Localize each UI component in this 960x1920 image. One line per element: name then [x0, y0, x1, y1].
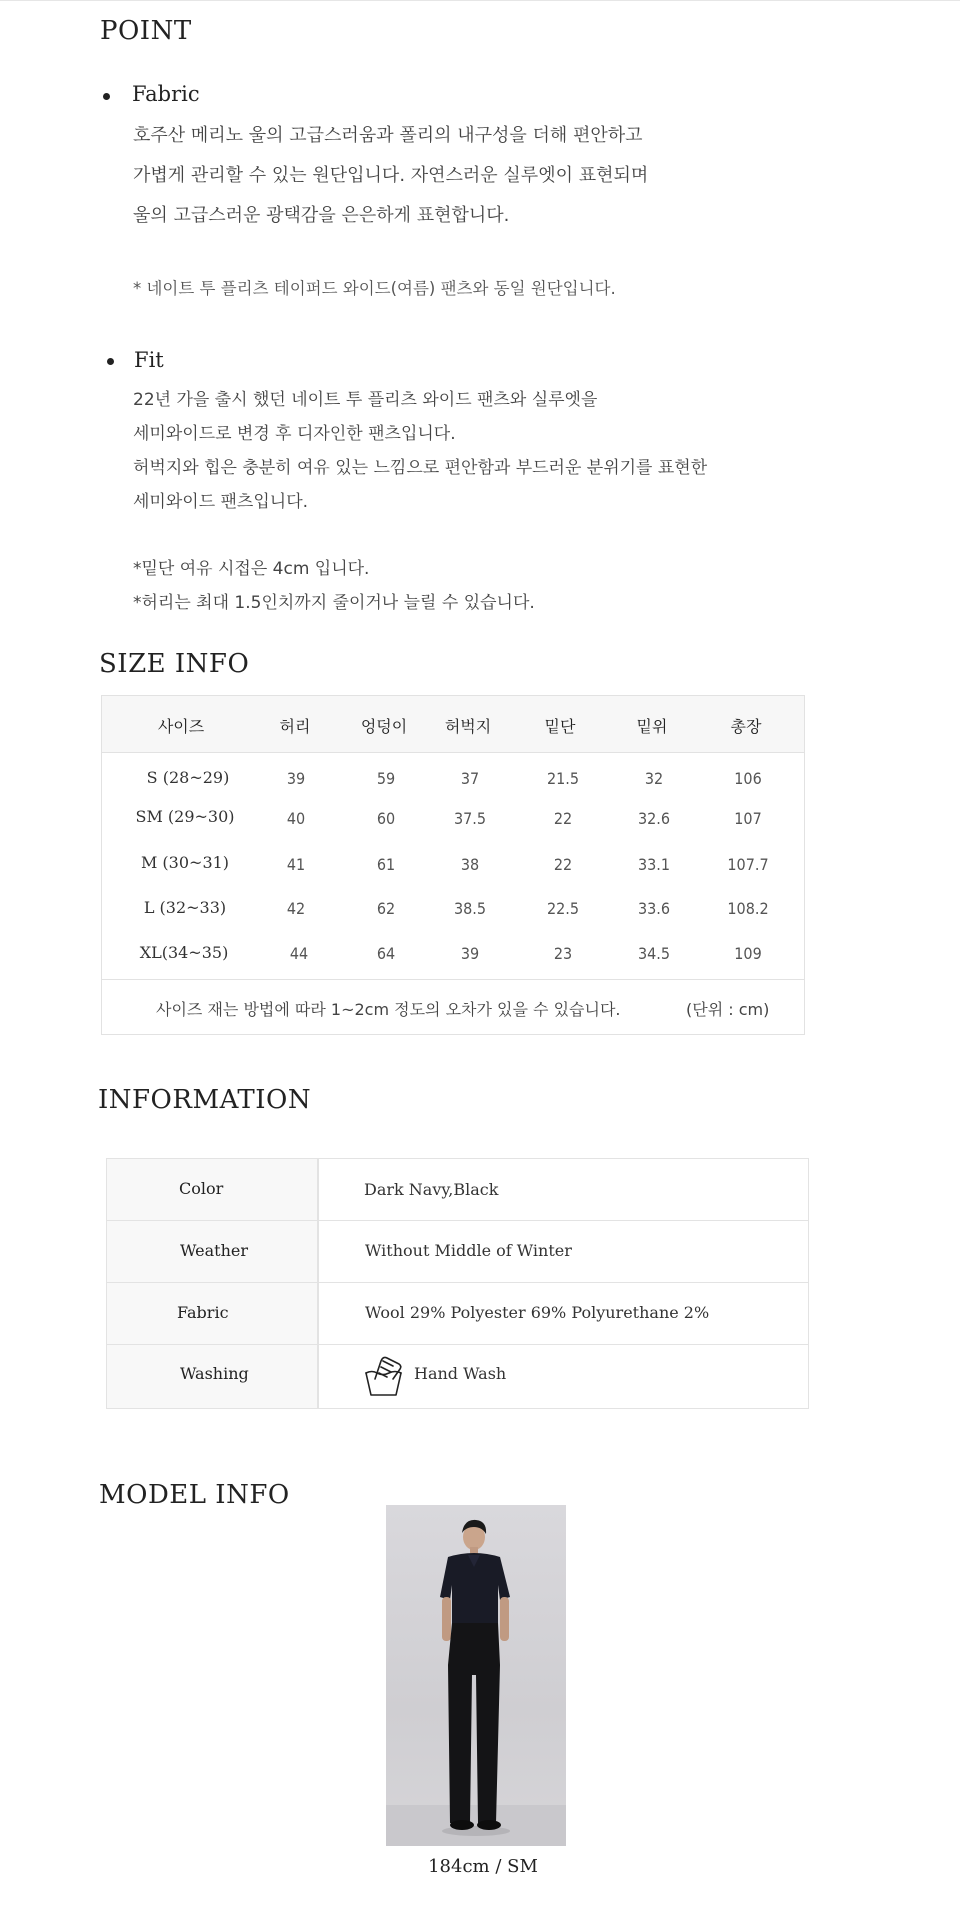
fit-line: 세미와이드로 변경 후 디자인한 팬츠입니다. — [133, 424, 456, 444]
waist-cell: 42 — [286, 899, 306, 918]
size-unit: (단위 : cm) — [686, 1000, 770, 1019]
hem-cell: 22.5 — [546, 899, 580, 918]
fit-note: *허리는 최대 1.5인치까지 줄이거나 늘릴 수 있습니다. — [133, 593, 535, 613]
model-info-heading: MODEL INFO — [99, 1480, 290, 1510]
column-header: 허리 — [279, 717, 311, 736]
info-label-cell — [107, 1283, 319, 1344]
column-header: 밑단 — [544, 717, 576, 736]
length-cell: 107.7 — [727, 855, 769, 874]
model-caption: 184cm / SM — [428, 1856, 538, 1877]
hip-cell: 61 — [376, 855, 396, 874]
info-label-cell — [107, 1221, 319, 1282]
info-value: Wool 29% Polyester 69% Polyurethane 2% — [365, 1303, 710, 1322]
hem-cell: 21.5 — [546, 769, 580, 788]
size-cell: L (32~33) — [143, 898, 227, 917]
thigh-cell: 37 — [460, 769, 480, 788]
info-label-cell — [107, 1159, 319, 1220]
hem-cell: 22 — [553, 855, 573, 874]
top-divider — [0, 0, 960, 1]
hem-cell: 22 — [553, 809, 573, 828]
fit-description — [133, 383, 707, 519]
fit-line: 22년 가을 출시 했던 네이트 투 플리츠 와이드 팬츠와 실루엣을 — [133, 390, 598, 410]
rise-cell: 32.6 — [637, 809, 671, 828]
information-heading: INFORMATION — [98, 1085, 312, 1115]
size-table-header — [102, 696, 804, 753]
hem-cell: 23 — [553, 944, 573, 963]
fabric-line: 가볍게 관리할 수 있는 원단입니다. 자연스러운 실루엣이 표현되며 — [133, 165, 649, 186]
info-label: Color — [179, 1179, 224, 1198]
column-header: 총장 — [730, 717, 762, 736]
size-info-heading: SIZE INFO — [99, 649, 250, 679]
info-value: Hand Wash — [414, 1364, 507, 1383]
size-footnote: 사이즈 재는 방법에 따라 1~2cm 정도의 오차가 있을 수 있습니다. — [156, 1000, 621, 1019]
fabric-note: * 네이트 투 플리츠 테이퍼드 와이드(여름) 팬츠와 동일 원단입니다. — [133, 279, 616, 298]
rise-cell: 32 — [644, 769, 664, 788]
info-row-color — [107, 1159, 808, 1221]
column-header: 허벅지 — [444, 717, 492, 736]
thigh-cell: 38 — [460, 855, 480, 874]
info-row-washing — [107, 1345, 808, 1408]
fabric-description — [133, 116, 648, 236]
size-table-footer — [102, 979, 804, 1034]
model-photo — [386, 1505, 566, 1846]
rise-cell: 34.5 — [637, 944, 671, 963]
bullet-dot — [107, 358, 114, 365]
fit-notes — [133, 552, 535, 620]
length-cell: 106 — [734, 769, 762, 788]
info-label-cell — [107, 1345, 319, 1408]
info-value: Without Middle of Winter — [365, 1241, 572, 1260]
fabric-title: Fabric — [132, 82, 200, 106]
fit-note: *밑단 여유 시접은 4cm 입니다. — [133, 559, 370, 579]
hip-cell: 60 — [376, 809, 396, 828]
length-cell: 107 — [734, 809, 762, 828]
info-row-fabric — [107, 1283, 808, 1345]
size-table — [101, 695, 805, 1035]
hand-wash-icon — [363, 1353, 405, 1399]
size-cell: M (30~31) — [140, 853, 230, 872]
column-header: 밑위 — [636, 717, 668, 736]
fit-line: 허벅지와 힙은 충분히 여유 있는 느낌으로 편안함과 부드러운 분위기를 표현한 — [133, 458, 708, 478]
fit-title: Fit — [134, 348, 164, 372]
column-header: 엉덩이 — [360, 717, 408, 736]
hip-cell: 64 — [376, 944, 396, 963]
bullet-dot — [103, 93, 110, 100]
length-cell: 109 — [734, 944, 762, 963]
info-label: Weather — [180, 1241, 248, 1260]
info-row-weather — [107, 1221, 808, 1283]
length-cell: 108.2 — [727, 899, 769, 918]
size-cell: S (28~29) — [146, 768, 230, 787]
fit-line: 세미와이드 팬츠입니다. — [133, 492, 309, 512]
size-cell: XL(34~35) — [139, 943, 229, 962]
fabric-line: 울의 고급스러운 광택감을 은은하게 표현합니다. — [133, 205, 510, 226]
info-label: Fabric — [177, 1303, 229, 1322]
info-label: Washing — [180, 1364, 249, 1383]
waist-cell: 41 — [286, 855, 306, 874]
waist-cell: 40 — [286, 809, 306, 828]
hip-cell: 62 — [376, 899, 396, 918]
information-table — [106, 1158, 809, 1409]
rise-cell: 33.1 — [637, 855, 671, 874]
rise-cell: 33.6 — [637, 899, 671, 918]
thigh-cell: 39 — [460, 944, 480, 963]
column-header: 사이즈 — [157, 717, 205, 736]
waist-cell: 39 — [286, 769, 306, 788]
fabric-line: 호주산 메리노 울의 고급스러움과 폴리의 내구성을 더해 편안하고 — [133, 125, 643, 146]
waist-cell: 44 — [289, 944, 309, 963]
size-cell: SM (29~30) — [135, 807, 235, 826]
hip-cell: 59 — [376, 769, 396, 788]
thigh-cell: 37.5 — [453, 809, 487, 828]
point-heading: POINT — [100, 16, 192, 46]
info-value: Dark Navy,Black — [364, 1180, 499, 1199]
thigh-cell: 38.5 — [453, 899, 487, 918]
